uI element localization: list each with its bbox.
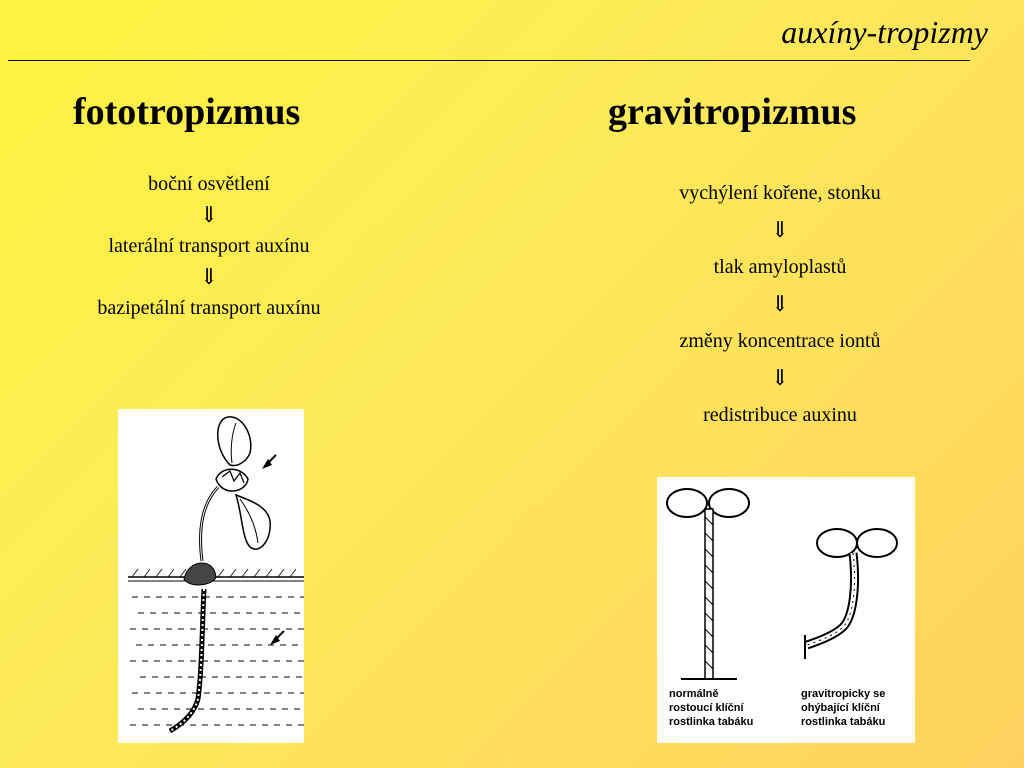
bent-seedling — [805, 529, 897, 659]
down-arrow-icon: ⇓ — [199, 264, 219, 289]
heading-gravitropizmus: gravitropizmus — [608, 91, 857, 133]
caption-line: rostlinka tabáku — [669, 716, 754, 728]
caption-line: gravitropicky se — [801, 688, 886, 700]
flow-step: bazipetální transport auxínu — [97, 297, 321, 319]
root-arrow-icon — [270, 631, 284, 645]
slide-title: auxíny-tropizmy — [781, 14, 988, 50]
caption-line: normálně — [669, 688, 719, 700]
caption-line: rostoucí klíční — [669, 702, 744, 714]
down-arrow-icon: ⇓ — [770, 217, 790, 242]
gravitropizmus-flow — [610, 180, 950, 439]
gravitropism-illustration — [657, 477, 915, 743]
caption-line: rostlinka tabáku — [801, 716, 886, 728]
flow-step: boční osvětlení — [148, 173, 270, 195]
phototropism-illustration — [118, 409, 304, 743]
down-arrow-icon: ⇓ — [770, 291, 790, 316]
flow-step: tlak amyloplastů — [713, 256, 847, 278]
down-arrow-icon: ⇓ — [199, 202, 219, 227]
caption-normal-seedling — [669, 687, 753, 729]
flow-step: redistribuce auxinu — [703, 404, 857, 426]
caption-line: ohýbající klíční — [801, 702, 880, 714]
flow-step: laterální transport auxínu — [108, 235, 310, 257]
light-arrow-icon — [262, 455, 276, 469]
flow-step: změny koncentrace iontů — [679, 330, 881, 352]
down-arrow-icon: ⇓ — [770, 365, 790, 390]
seedling-drawing — [118, 409, 304, 743]
flow-step: vychýlení kořene, stonku — [679, 182, 881, 204]
normal-seedling — [667, 489, 749, 679]
heading-fototropizmus: fototropizmus — [73, 91, 301, 133]
caption-gravitropic-seedling — [801, 687, 885, 729]
title-divider — [8, 60, 970, 61]
fototropizmus-flow — [44, 171, 374, 326]
